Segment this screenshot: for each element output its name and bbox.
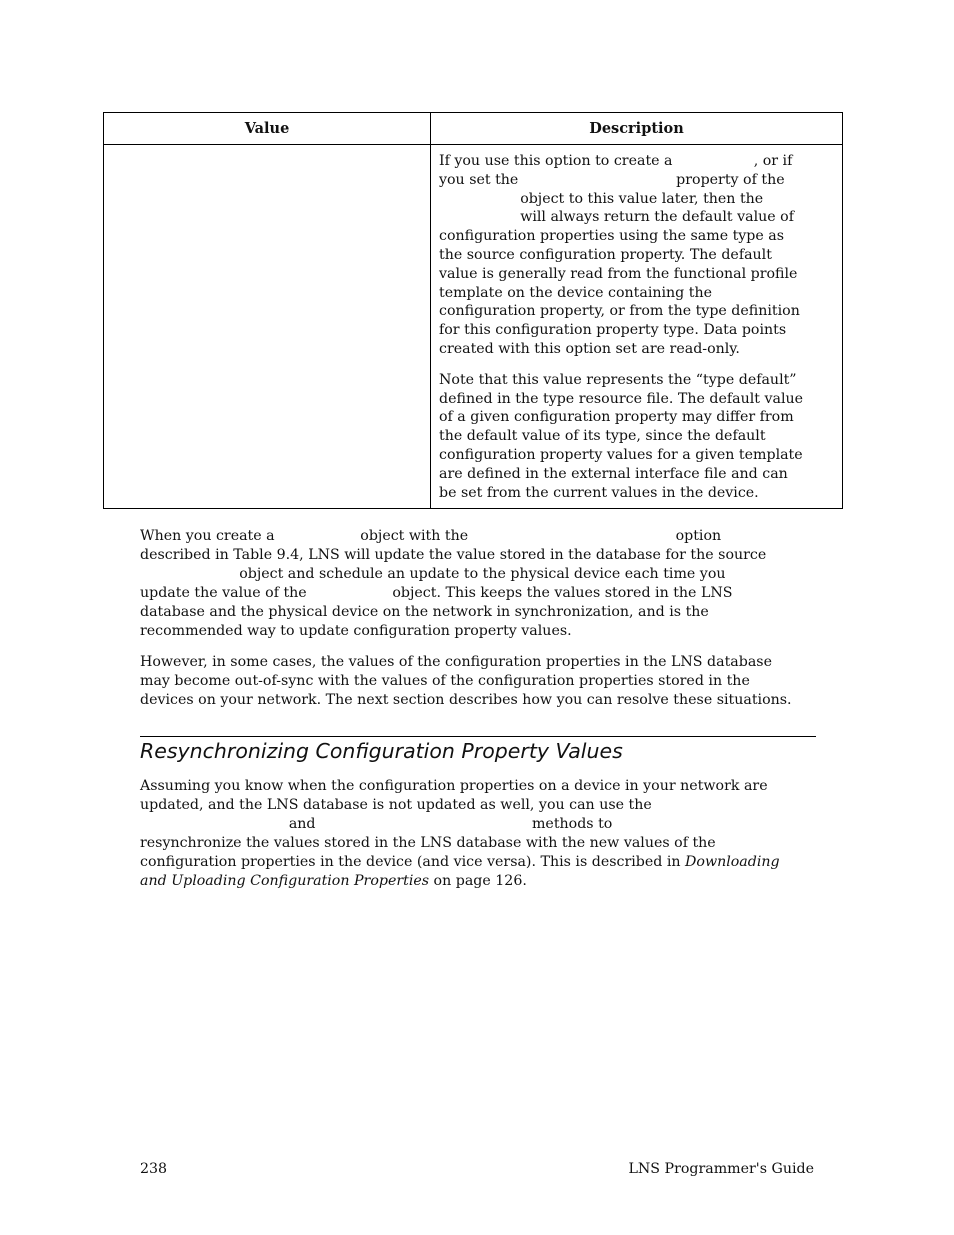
- body-paragraph-1: When you create a object with the option described in Table 9.4, LNS will update the value stored in the database for the source object and schedule an update to the physical device each time you update the value of the object. This keeps the values stored in the LNS database and the physical device on the network in synchronization, and is the recommended way to update configuration property values.: [140, 528, 767, 639]
- column-header-value: Value: [104, 113, 431, 145]
- section-paragraph-text: Assuming you know when the configuration properties on a device in your network are updated, and the LNS database is not updated as well, you can use the and methods to resynchronize the values stored in the LNS database with the new values of the configuration properties in the device (and vice versa). This is described in: [140, 778, 768, 870]
- cross-reference-link: Downloading and Uploading Configuration Properties: [140, 854, 780, 889]
- table-row: [104, 145, 843, 509]
- body-text: [140, 527, 830, 710]
- column-header-description: Description: [431, 113, 843, 145]
- section-paragraph: [140, 777, 830, 891]
- description-paragraph-2: Note that this value represents the “type default” defined in the type resource file. The default value of a given configuration property may differ from the default value of its type, since the default configuration property values for a given template are defined in the external interface file and can be set from the current values in the device.: [439, 371, 804, 501]
- value-cell: [104, 145, 431, 509]
- book-title: LNS Programmer's Guide: [628, 1161, 814, 1177]
- section-paragraph-tail: on page 126.: [429, 873, 527, 889]
- section-heading: Resynchronizing Configuration Property Values: [140, 739, 623, 763]
- body-paragraph-2: However, in some cases, the values of the configuration properties in the LNS database may become out-of-sync with the values of the configuration properties stored in the devices on your network. The next section describes how you can resolve these situations.: [140, 654, 792, 708]
- page-number: 238: [140, 1161, 168, 1177]
- description-cell: [431, 145, 843, 509]
- value-description-table: [103, 112, 843, 509]
- section-body: [140, 777, 830, 891]
- table-header-row: [104, 113, 843, 145]
- description-paragraph-1: If you use this option to create a , or if you set the property of the object to this value later, then the will always return the default value of configuration properties using the same type as the source configuration property. The default value is generally read from the functional profile template on the device containing the configuration property, or from the type definition for this configuration property type. Data points created with this option set are read-only.: [439, 153, 800, 357]
